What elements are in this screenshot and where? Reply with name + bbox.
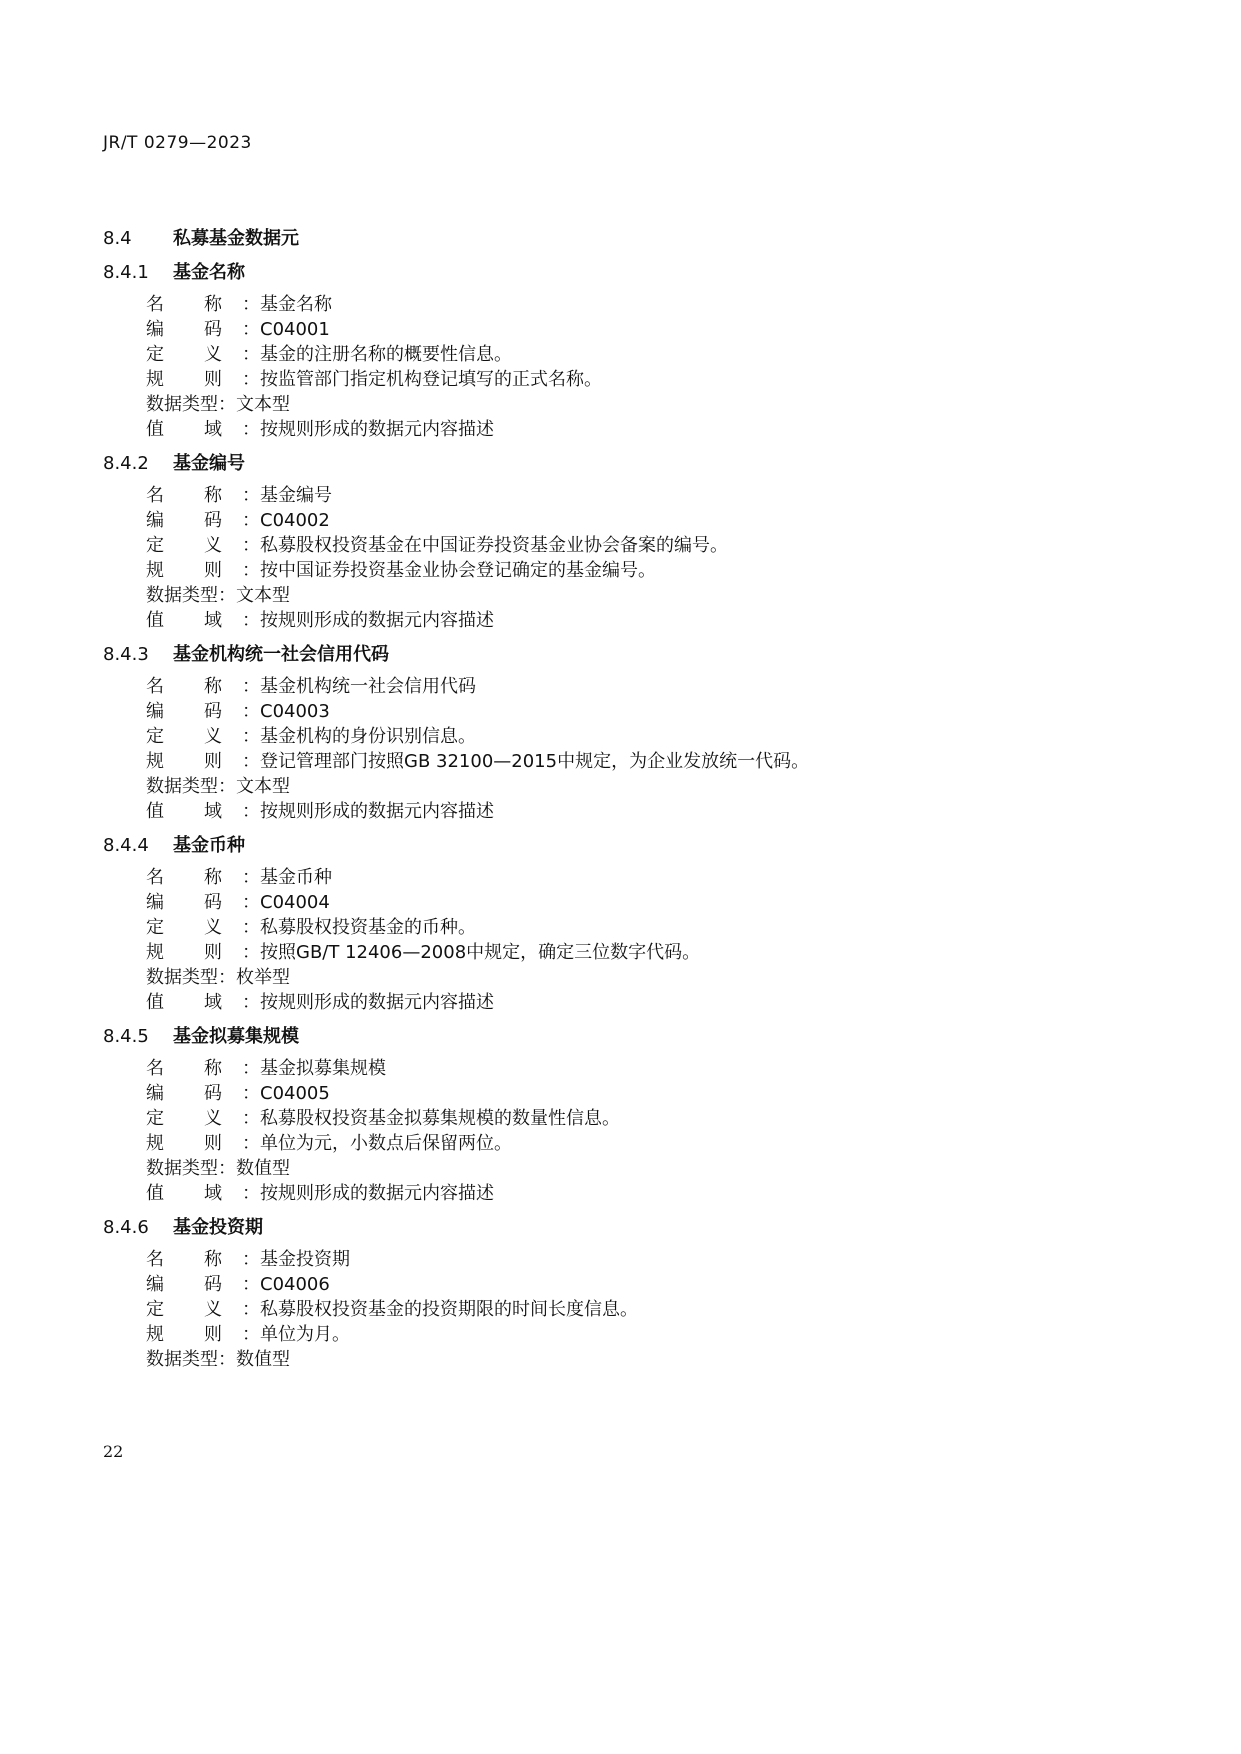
section-heading [103,449,1043,479]
field-label-part: 值 [146,1183,164,1204]
field-label-part: 定 [146,344,164,365]
field-row [103,965,1043,990]
field-label-part: 定 [146,917,164,938]
field-value: ：基金币种 [242,867,332,888]
field-row [103,608,1043,633]
field-label-part: 域 [204,610,222,631]
section-number: 8.4.5 [103,1026,149,1047]
field-label-part: 名 [146,867,164,888]
field-label [146,367,242,392]
field-label-part: 域 [204,801,222,822]
data-element-section [103,1022,1043,1206]
field-label-part: 名 [146,1249,164,1270]
field-row [103,699,1043,724]
section-title: 基金币种 [173,835,245,856]
section-heading [103,640,1043,670]
field-label-part: 定 [146,1299,164,1320]
field-label [146,940,242,965]
field-row [103,1056,1043,1081]
field-label [146,1181,242,1206]
field-value: ：基金投资期 [242,1249,350,1270]
section-title: 基金投资期 [173,1217,263,1238]
field-label-part: 值 [146,992,164,1013]
field-value: ：C04005 [242,1083,330,1104]
field-value: ：基金名称 [242,294,332,315]
standard-code-header: JR/T 0279—2023 [103,133,252,153]
field-row [103,508,1043,533]
field-label [146,533,242,558]
field-row [103,1156,1043,1181]
field-row [103,342,1043,367]
field-label-part: 数据类型 [146,585,218,606]
field-label [146,608,242,633]
field-label-part: 数据类型 [146,1349,218,1370]
section-heading [103,1022,1043,1052]
field-row [103,417,1043,442]
field-label-part: 名 [146,294,164,315]
section-title: 基金名称 [173,262,245,283]
field-row [103,292,1043,317]
field-label-part: 域 [204,419,222,440]
field-label [146,674,242,699]
field-row [103,1347,1043,1372]
field-label [146,317,242,342]
field-label-part: 义 [204,535,222,556]
field-label [146,508,242,533]
field-label-part: 规 [146,942,164,963]
field-label-part: 则 [204,560,222,581]
main-section-heading [103,224,1043,254]
field-label-part: 码 [204,892,222,913]
field-row [103,940,1043,965]
field-label [146,1297,242,1322]
field-value: ：按照GB/T 12406—2008中规定，确定三位数字代码。 [242,942,701,963]
field-label-part: 数据类型 [146,776,218,797]
field-label-part: 义 [204,917,222,938]
field-value: ：基金的注册名称的概要性信息。 [242,344,512,365]
field-value: ：登记管理部门按照GB 32100—2015中规定，为企业发放统一代码。 [242,751,810,772]
field-label [146,990,242,1015]
field-row [103,865,1043,890]
field-label [146,1156,218,1181]
field-label [146,1347,218,1372]
field-row [103,1247,1043,1272]
field-label-part: 名 [146,485,164,506]
field-value: ：C04002 [242,510,330,531]
field-label [146,1081,242,1106]
field-value: ：文本型 [218,776,290,797]
section-number: 8.4.2 [103,453,149,474]
field-label-part: 则 [204,1133,222,1154]
field-row [103,774,1043,799]
field-value: ：按规则形成的数据元内容描述 [242,801,494,822]
field-label-part: 称 [204,867,222,888]
field-label-part: 称 [204,1058,222,1079]
field-label [146,1247,242,1272]
field-label-part: 码 [204,1274,222,1295]
field-row [103,1106,1043,1131]
field-row [103,890,1043,915]
field-label-part: 数据类型 [146,967,218,988]
field-value: ：C04001 [242,319,330,340]
field-label-part: 码 [204,1083,222,1104]
page-number: 22 [103,1442,124,1461]
field-label-part: 义 [204,726,222,747]
field-row [103,1081,1043,1106]
field-label-part: 编 [146,1083,164,1104]
field-row [103,533,1043,558]
field-label-part: 域 [204,1183,222,1204]
field-label [146,1106,242,1131]
field-value: ：按规则形成的数据元内容描述 [242,419,494,440]
field-value: ：枚举型 [218,967,290,988]
field-value: ：按规则形成的数据元内容描述 [242,1183,494,1204]
field-label-part: 码 [204,701,222,722]
field-label-part: 数据类型 [146,1158,218,1179]
document-body [103,224,1043,1379]
field-label-part: 数据类型 [146,394,218,415]
field-value: ：单位为元，小数点后保留两位。 [242,1133,512,1154]
field-label-part: 义 [204,1299,222,1320]
field-label [146,699,242,724]
field-value: ：数值型 [218,1349,290,1370]
field-label [146,392,218,417]
data-element-section [103,1213,1043,1372]
field-label-part: 则 [204,1324,222,1345]
field-row [103,367,1043,392]
field-row [103,724,1043,749]
field-value: ：按中国证券投资基金业协会登记确定的基金编号。 [242,560,656,581]
section-heading [103,258,1043,288]
field-value: ：单位为月。 [242,1324,350,1345]
field-label-part: 则 [204,369,222,390]
field-label [146,1131,242,1156]
section-title: 基金拟募集规模 [173,1026,299,1047]
section-heading [103,831,1043,861]
data-element-section [103,449,1043,633]
field-label [146,583,218,608]
field-label-part: 编 [146,892,164,913]
field-value: ：基金机构的身份识别信息。 [242,726,476,747]
field-row [103,317,1043,342]
field-label-part: 称 [204,1249,222,1270]
field-value: ：按监管部门指定机构登记填写的正式名称。 [242,369,602,390]
field-label-part: 则 [204,942,222,963]
field-value: ：私募股权投资基金拟募集规模的数量性信息。 [242,1108,620,1129]
field-value: ：按规则形成的数据元内容描述 [242,992,494,1013]
field-label-part: 域 [204,992,222,1013]
main-section-number: 8.4 [103,228,132,249]
data-element-section [103,640,1043,824]
field-value: ：数值型 [218,1158,290,1179]
field-value: ：私募股权投资基金的投资期限的时间长度信息。 [242,1299,638,1320]
field-value: ：基金机构统一社会信用代码 [242,676,476,697]
field-label [146,292,242,317]
field-label [146,799,242,824]
field-value: ：C04003 [242,701,330,722]
field-label [146,558,242,583]
field-label-part: 名 [146,676,164,697]
field-label [146,915,242,940]
field-row [103,990,1043,1015]
section-number: 8.4.1 [103,262,149,283]
section-heading [103,1213,1043,1243]
field-value: ：C04006 [242,1274,330,1295]
field-row [103,674,1043,699]
field-label-part: 义 [204,344,222,365]
data-element-section [103,258,1043,442]
main-section-title: 私募基金数据元 [173,228,299,249]
field-label-part: 码 [204,319,222,340]
field-label-part: 值 [146,419,164,440]
field-label-part: 值 [146,801,164,822]
field-label-part: 规 [146,1133,164,1154]
field-label [146,749,242,774]
field-label-part: 值 [146,610,164,631]
field-row [103,749,1043,774]
field-label-part: 规 [146,369,164,390]
section-number: 8.4.3 [103,644,149,665]
field-label [146,965,218,990]
field-label-part: 编 [146,319,164,340]
field-label [146,1322,242,1347]
field-label-part: 名 [146,1058,164,1079]
field-row [103,583,1043,608]
field-label-part: 定 [146,726,164,747]
field-label-part: 编 [146,510,164,531]
field-label [146,417,242,442]
field-label-part: 称 [204,485,222,506]
field-value: ：基金编号 [242,485,332,506]
field-value: ：文本型 [218,585,290,606]
section-title: 基金编号 [173,453,245,474]
field-label-part: 称 [204,294,222,315]
sections-container [103,258,1043,1372]
field-label-part: 定 [146,535,164,556]
field-label [146,865,242,890]
field-label-part: 规 [146,1324,164,1345]
field-row [103,1181,1043,1206]
field-label-part: 编 [146,701,164,722]
field-label-part: 规 [146,560,164,581]
data-element-section [103,831,1043,1015]
field-label-part: 规 [146,751,164,772]
field-label [146,1272,242,1297]
field-value: ：私募股权投资基金在中国证券投资基金业协会备案的编号。 [242,535,728,556]
field-label-part: 定 [146,1108,164,1129]
field-row [103,799,1043,824]
field-row [103,1272,1043,1297]
field-label [146,774,218,799]
field-row [103,1297,1043,1322]
field-label-part: 则 [204,751,222,772]
field-row [103,915,1043,940]
field-value: ：按规则形成的数据元内容描述 [242,610,494,631]
field-value: ：C04004 [242,892,330,913]
field-label-part: 义 [204,1108,222,1129]
field-label [146,342,242,367]
field-label [146,890,242,915]
section-number: 8.4.4 [103,835,149,856]
field-value: ：私募股权投资基金的币种。 [242,917,476,938]
field-label-part: 编 [146,1274,164,1295]
field-value: ：基金拟募集规模 [242,1058,386,1079]
field-label [146,483,242,508]
section-number: 8.4.6 [103,1217,149,1238]
field-label [146,724,242,749]
field-label-part: 称 [204,676,222,697]
field-value: ：文本型 [218,394,290,415]
field-row [103,1131,1043,1156]
field-row [103,1322,1043,1347]
field-label-part: 码 [204,510,222,531]
field-row [103,558,1043,583]
field-label [146,1056,242,1081]
field-row [103,483,1043,508]
field-row [103,392,1043,417]
section-title: 基金机构统一社会信用代码 [173,644,389,665]
